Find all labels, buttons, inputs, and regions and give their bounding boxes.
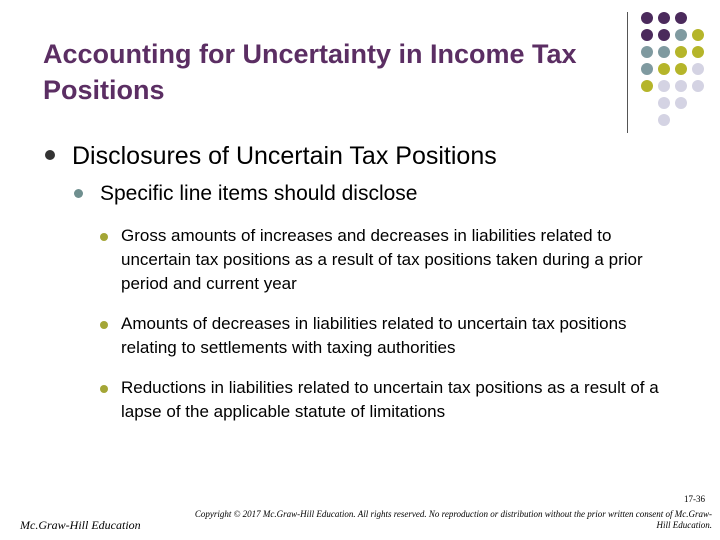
decorative-dot <box>658 29 670 41</box>
decorative-dot <box>641 46 653 58</box>
decorative-dot <box>658 114 670 126</box>
subheading-line-items: Specific line items should disclose <box>100 182 418 205</box>
decorative-dot <box>675 12 687 24</box>
publisher-name: Mc.Graw-Hill Education <box>20 518 141 532</box>
decorative-dot <box>641 80 653 92</box>
decorative-dot <box>658 63 670 75</box>
decorative-dot <box>658 46 670 58</box>
bullet-level3-icon <box>100 233 108 241</box>
decorative-dot <box>658 80 670 92</box>
decorative-dot <box>692 80 704 92</box>
decorative-dot <box>675 46 687 58</box>
decorative-dot <box>675 97 687 109</box>
decorative-dot <box>692 29 704 41</box>
decorative-dot <box>641 12 653 24</box>
title-divider-line <box>627 12 628 133</box>
list-item: Reductions in liabilities related to uncertain tax positions as a result of a lapse of the applicable statute of limitations <box>121 378 659 421</box>
decorative-dot <box>675 29 687 41</box>
page-number: 17-36 <box>684 494 705 504</box>
decorative-dot <box>692 63 704 75</box>
copyright-notice: Copyright © 2017 Mc.Graw-Hill Education. All rights reserved. No reproduction or distribution without the prior written consent of Mc.Graw-Hill Education. <box>194 509 712 530</box>
decorative-dot <box>658 97 670 109</box>
slide-title: Accounting for Uncertainty in Income Tax Positions <box>43 39 577 105</box>
decorative-dot <box>641 29 653 41</box>
decorative-dot <box>692 46 704 58</box>
decorative-dot <box>641 63 653 75</box>
decorative-dot <box>675 63 687 75</box>
bullet-level2-icon <box>74 189 83 198</box>
bullet-level3-icon <box>100 385 108 393</box>
bullet-level1-icon <box>45 150 55 160</box>
list-item: Gross amounts of increases and decreases in liabilities related to uncertain tax positions as a result of tax positions taken during a prior period and current year <box>121 226 643 293</box>
decorative-dot <box>658 12 670 24</box>
decorative-dot <box>675 80 687 92</box>
bullet-level3-icon <box>100 321 108 329</box>
heading-disclosures: Disclosures of Uncertain Tax Positions <box>72 142 497 170</box>
list-item: Amounts of decreases in liabilities related to uncertain tax positions relating to settlements with taxing authorities <box>121 314 627 357</box>
